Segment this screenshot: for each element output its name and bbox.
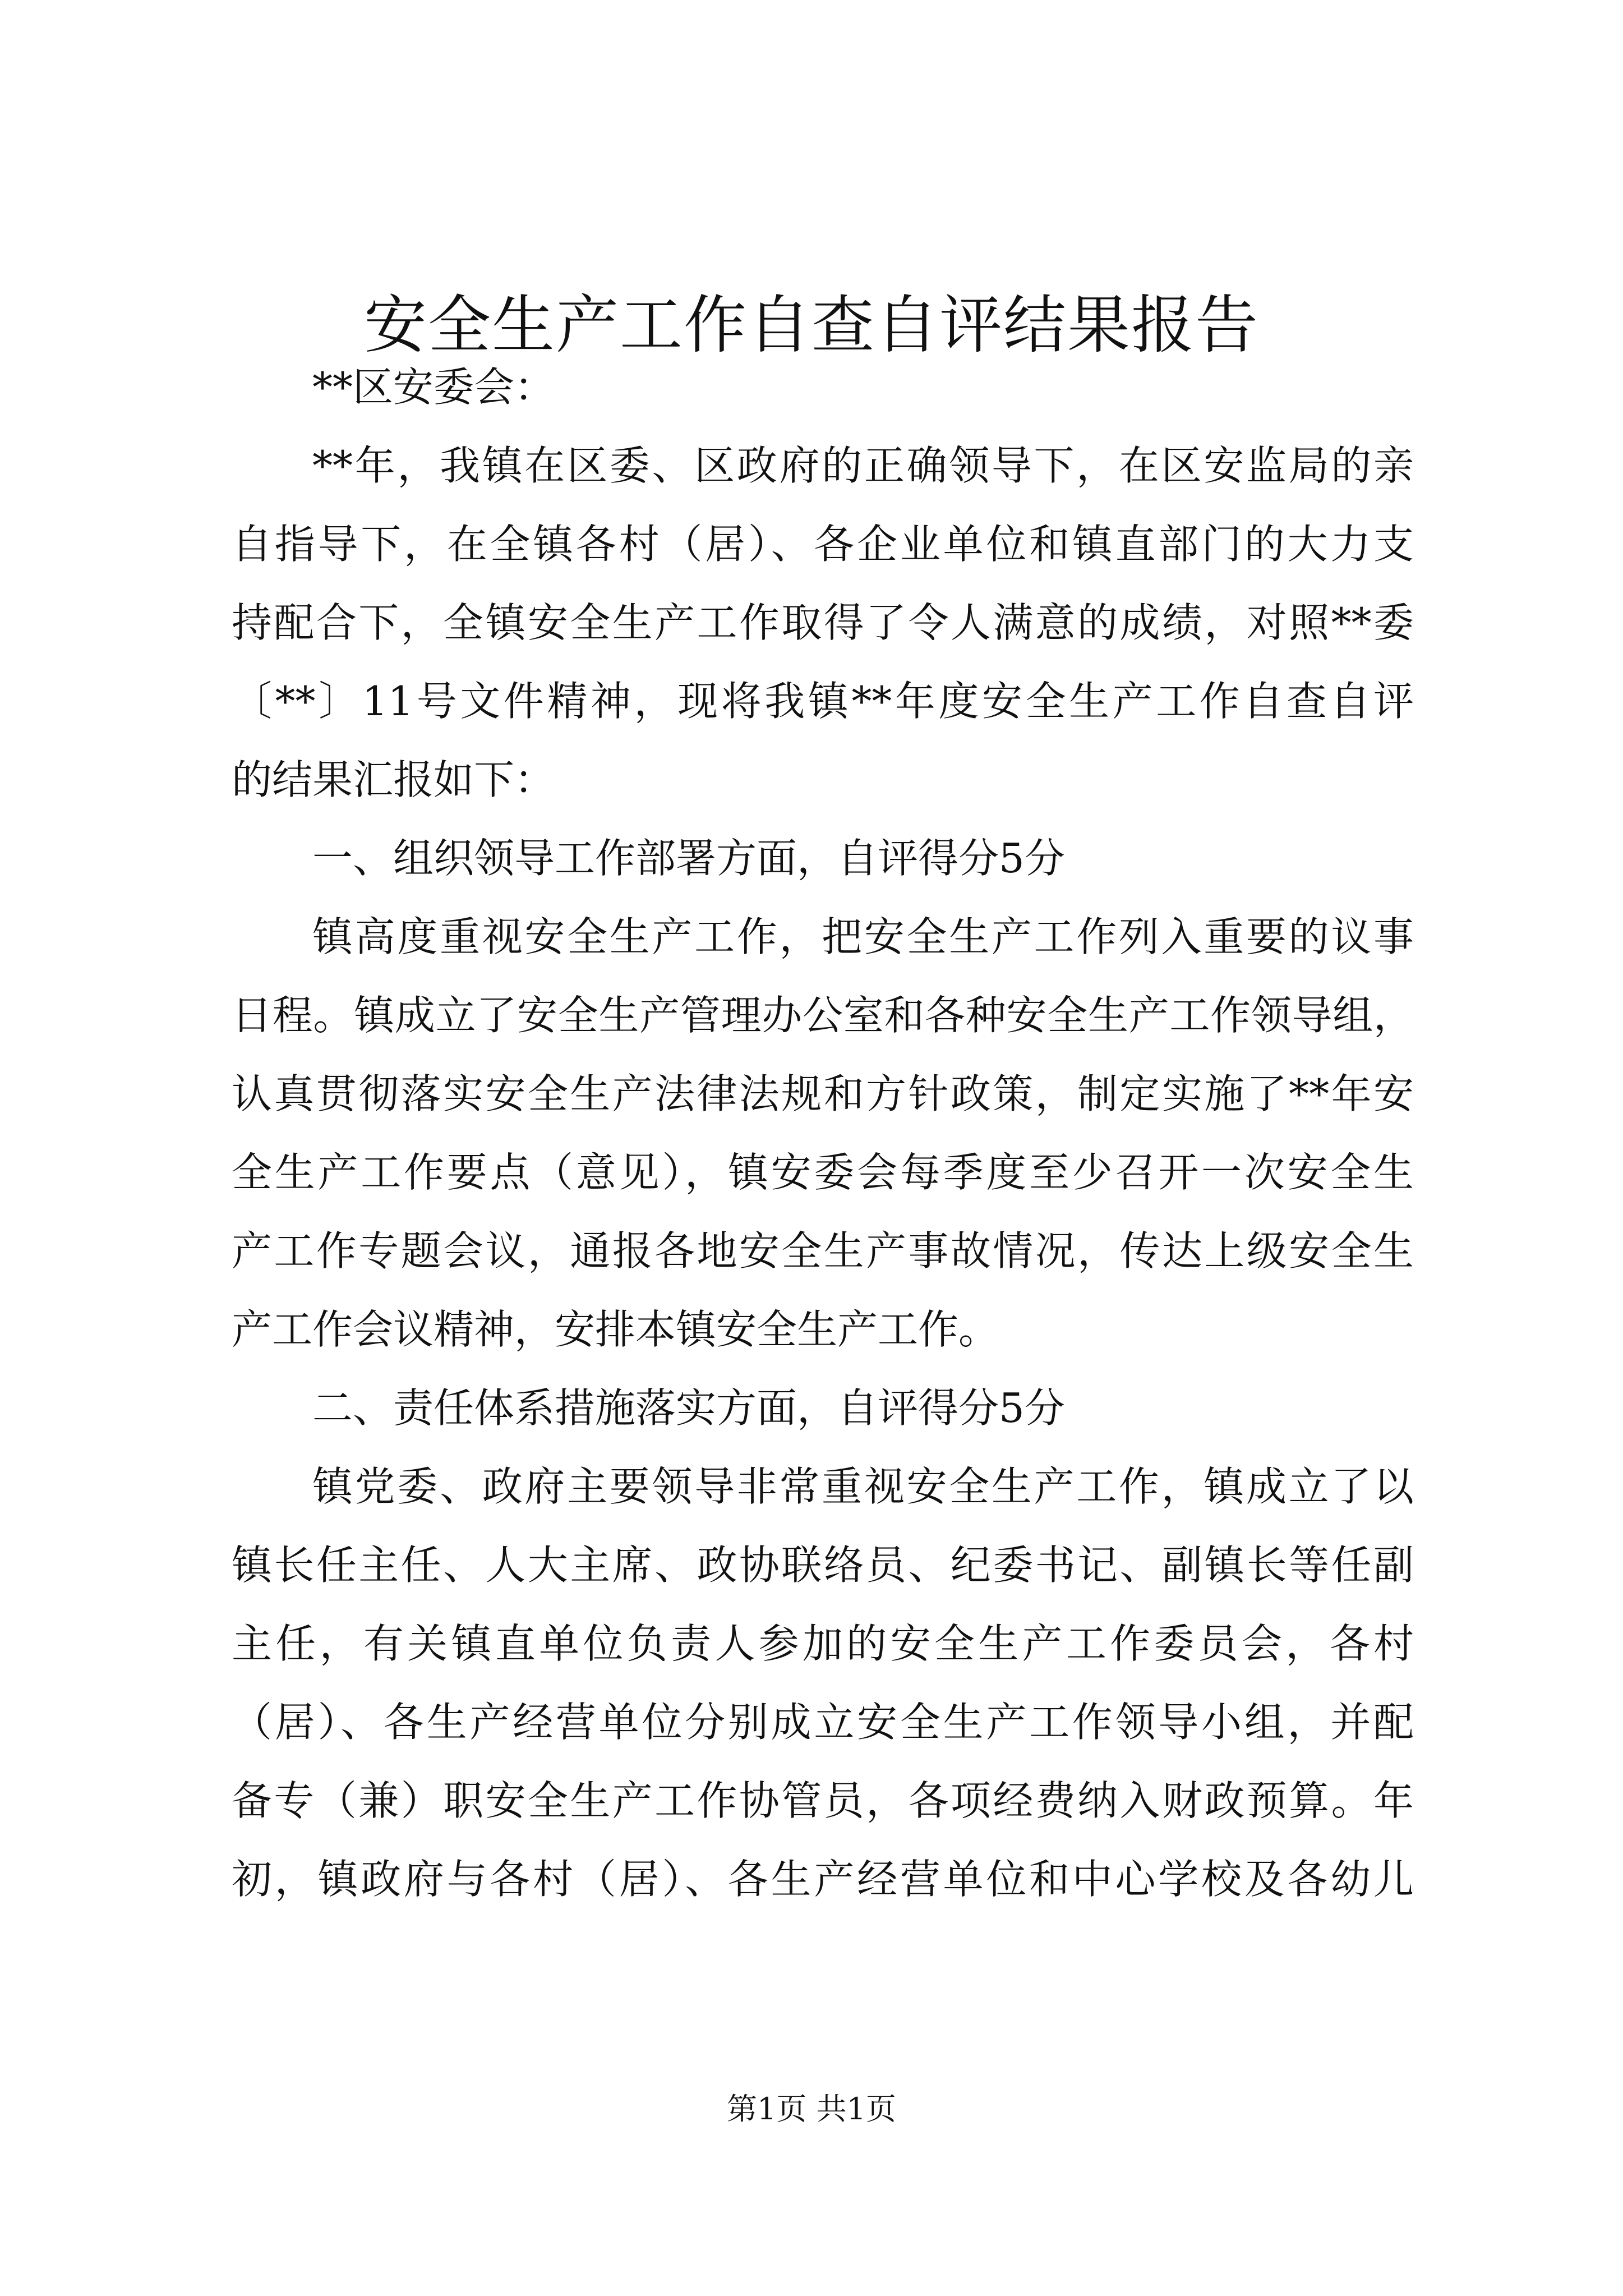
body-line: 镇党委、政府主要领导非常重视安全生产工作，镇成立了以 [312,1463,1414,1510]
document-body [232,348,1414,1918]
body-line: 的结果汇报如下： [232,756,555,803]
document-title: 安全生产工作自查自评结果报告 [364,289,1259,362]
body-line: **区安委会： [312,364,555,411]
body-line: 镇长任主任、人大主席、政协联络员、纪委书记、副镇长等任副 [232,1542,1414,1589]
body-line: （居）、各生产经营单位分别成立安全生产工作领导小组，并配 [232,1699,1414,1746]
body-line: 日程。镇成立了安全生产管理办公室和各种安全生产工作领导组， [232,992,1414,1039]
body-line: 初，镇政府与各村（居）、各生产经营单位和中心学校及各幼儿 [232,1856,1414,1903]
body-line: 〔**〕11号文件精神，现将我镇**年度安全生产工作自查自评 [232,678,1414,725]
body-line: 镇高度重视安全生产工作，把安全生产工作列入重要的议事 [312,913,1414,960]
body-line: **年，我镇在区委、区政府的正确领导下，在区安监局的亲 [312,442,1414,489]
body-line: 认真贯彻落实安全生产法律法规和方针政策，制定实施了**年安 [232,1070,1414,1117]
body-line: 自指导下，在全镇各村（居）、各企业单位和镇直部门的大力支 [232,521,1414,568]
body-line: 产工作专题会议，通报各地安全生产事故情况，传达上级安全生 [232,1227,1414,1274]
body-line: 备专（兼）职安全生产工作协管员，各项经费纳入财政预算。年 [232,1777,1414,1824]
body-line: 全生产工作要点（意见），镇安委会每季度至少召开一次安全生 [232,1149,1414,1196]
section-heading: 一、组织领导工作部署方面，自评得分5分 [312,835,1065,882]
body-line: 产工作会议精神，安排本镇安全生产工作。 [232,1306,999,1353]
body-line: 持配合下，全镇安全生产工作取得了令人满意的成绩，对照**委 [232,599,1414,646]
page-footer: 第1页 共1页 [727,2091,896,2127]
body-line: 主任，有关镇直单位负责人参加的安全生产工作委员会，各村 [232,1620,1414,1667]
section-heading: 二、责任体系措施落实方面，自评得分5分 [312,1384,1065,1432]
